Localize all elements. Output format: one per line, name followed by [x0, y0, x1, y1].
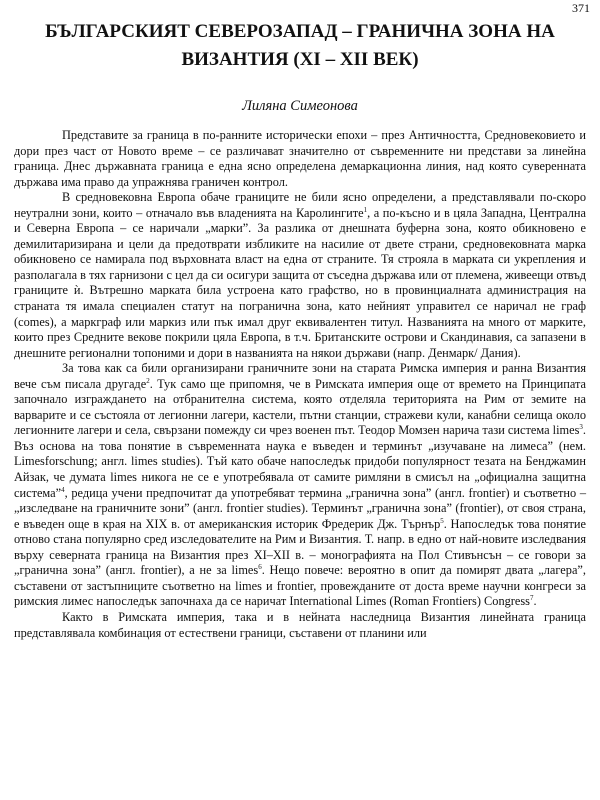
footnote-ref-4[interactable]: 4 — [61, 485, 65, 494]
text-run: , редица учени предпочитат да употребяват термина „гранична зона” (англ. frontier) и съответно –„изследване на граничните зони” (англ. frontier studies). Терминът „гранична зона” (frontier), от своя страна, е въведен още в края на XIX в. от американския историк Фредерик Дж. Търнър — [14, 485, 586, 531]
text-run: В средновековна Европа обаче границите не били ясно определени, а представлявали по-скоро неутрални зони, които – отначало във владенията на Каролингите — [14, 190, 586, 220]
text-run: , а по-късно и в цяла Западна, Централна и Северна Европа – се наричали „марки”. За разлика от днешната буферна зона, която обикновено е демилитаризирана и цели да предотврати избликите на насилие от двете страни, средновековната марка обикновено се намирала под върховната власт на една от страните. Тя строяла в марката си укрепления и разполагала в тях гарнизони с цел да си осигури защита от съседна държава или от племена, живеещи отвъд границите ѝ. Вътрешно марката била устроена като графство, но в провинциалната администрация на страната тя имала специален статут на погранична зона, като нейният управител се наричал не граф (comes), а маркграф или маркиз или пък имал друг еквивалентен титул. Названията на много от марките, които през Средните векове покрили цяла Европа, в т.ч. Британските острови и Скандинавия, са запазени в днешните регионални топоними и дори в названията на някои държави (напр. Денмарк/ Дания). — [14, 205, 586, 360]
text-run: . Въз основа на това понятие в съвременната наука е въведен и терминът „изучаване на лимеса” (нем. Limesforschung; англ. limes studies). Тъй като обаче напоследък придоби популярност тезата на Бенджамин Айзак, че думата limes никога не се е употребявала от самите римляни в смисъл на „официална защитна система” — [14, 423, 586, 500]
article-body — [14, 128, 586, 641]
text-run: . — [533, 594, 537, 609]
title-line-1: БЪЛГАРСКИЯТ СЕВЕРОЗАПАД – ГРАНИЧНА ЗОНА НА — [45, 21, 555, 42]
author-name: Лиляна Симеонова — [242, 98, 358, 114]
paragraph-2 — [14, 190, 586, 361]
title-line-2: ВИЗАНТИЯ (XI – XII ВЕК) — [181, 49, 419, 70]
footnote-ref-2[interactable]: 2 — [146, 376, 150, 385]
paragraph-3 — [14, 361, 586, 610]
footnote-ref-7[interactable]: 7 — [530, 594, 534, 603]
paragraph-4: Както в Римската империя, така и в нейната наследница Византия линейната граница представлявала комбинация от естествени граници, съставени от планини или — [14, 609, 586, 640]
footnote-ref-6[interactable]: 6 — [258, 563, 262, 572]
footnote-ref-3[interactable]: 3 — [579, 423, 583, 432]
text-run: . Тук само ще припомня, че в Римската империя още от времето на Принципата започнало изграждането на отбранителна система, която отделяла територията на Рим от земите на варварите и се състояла от легионни лагери, кастели, пътни станции, стражеви кули, канабни селища около легионните лагери и села, свързани помежду си чрез военен път. Теодор Момзен нарича тази система limes — [14, 376, 586, 438]
footnote-ref-1[interactable]: 1 — [363, 205, 368, 214]
article-title — [16, 18, 584, 74]
text-run: За това как са били организирани граничните зони на старата Римска империя и ранна Византия вече съм писала другаде — [14, 361, 586, 391]
text-run: . Нещо повече: вероятно в опит да помирят двата „лагера”, съставени от застъпниците съответно на limes и frontier, провежданите от доста време научни конгреси за римския лимес напоследък започнаха да се наричат International Limes (Roman Frontiers) Congress — [14, 563, 586, 609]
footnote-ref-5[interactable]: 5 — [440, 516, 444, 525]
paragraph-1: Представите за граница в по-ранните исторически епохи – през Античността, Средновековието и дори през част от Новото време – се различават значително от съвременните ни представи за линейна граница. Днес държавната граница е една ясно определена демаркационна линия, над която суверенната държава има право да упражнява граничен контрол. — [14, 128, 586, 189]
text-run: . Напоследък това понятие отново стана популярно сред изследователите на Рим и Византия. Т. напр. в едно от най-новите изследвания върху северната граница на Византия през XI–XII в. – монографията на Пол Стивънсън – се говори за „гранична зона” (англ. frontier), а не за limes — [14, 516, 586, 578]
page-number: 371 — [572, 1, 590, 15]
